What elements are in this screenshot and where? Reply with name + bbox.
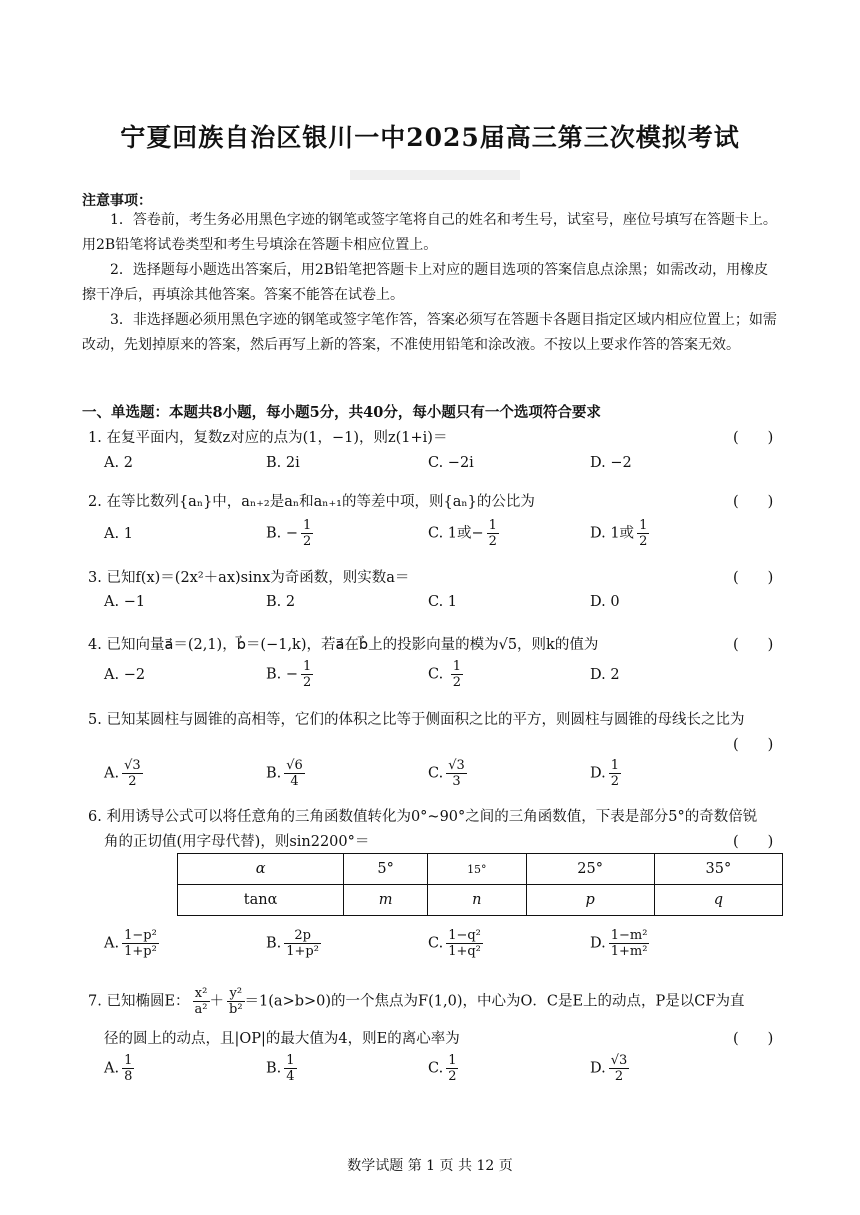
q2-option-d: D. 1或 $\frac{1}{2}$ [590,518,648,549]
table-cell: α [178,854,344,885]
answer-paren: ( ) [733,834,774,850]
answer-paren: ( ) [733,737,774,753]
question-7-stem-line2: 径的圆上的动点，且|OP|的最大值为4，则E的离心率为 [104,1031,460,1047]
table-cell: 35° [654,854,782,885]
q4-option-a: A. −2 [104,667,146,683]
q2-option-c: C. 1或− $\frac{1}{2}$ [428,518,497,549]
faint-watermark [350,170,520,180]
table-row [178,854,783,885]
table-cell: tanα [178,885,344,916]
question-3-stem: 3. 已知f(x)＝(2x²＋ax)sinx为奇函数，则实数a＝ [88,570,410,586]
page-footer: 数学试题 第 1 页 共 12 页 [347,1158,513,1174]
question-1-stem: 1. 在复平面内，复数z对应的点为(1，−1)，则z(1+i)＝ [88,430,448,446]
q3-option-b: B. 2 [266,594,296,610]
q7-option-b: B. $\frac{1}{4}$ [266,1053,295,1084]
question-4-stem: 4. 已知向量a⃗＝(2,1)，b⃗＝(−1,k)，若a⃗在b⃗上的投影向量的模为√5，则k的值为 [88,637,599,653]
table-cell: p [526,885,654,916]
table-cell: q [654,885,782,916]
q7-option-c: C. $\frac{1}{2}$ [428,1053,457,1084]
notice-item-3: 3．非选择题必须用黑色字迹的钢笔或签字笔作答，答案必须写在答题卡各题目指定区域内相应位置上；如需改动，先划掉原来的答案，然后再写上新的答案，不准使用铅笔和涂改液。不按以上要求作答的答案无效。 [82,312,777,353]
q4-option-c: C. $\frac{1}{2}$ [428,659,462,690]
q2-option-a: A. 1 [104,526,133,542]
table-cell: m [344,885,428,916]
question-7-stem-line1: 7. 已知椭圆E： $\frac{\text{x²}}{\text{a²}}$ ＋ $\frac{\text{y²}}{\text{b²}}$ ＝1(a>b>0)的一个焦点为F(1,0)，中心为O．C是E上的动点，P是以CF为直 [88,986,745,1017]
q5-option-a: A. $\frac{√3}{2}$ [104,758,141,789]
q2-option-b: B. − $\frac{1}{2}$ [266,518,312,549]
q6-option-b: B. $\frac{2p}{\text{1+p²}}$ [266,928,319,959]
q6-option-c: C. $\frac{\text{1−q²}}{\text{1+q²}}$ [428,928,481,959]
q7-option-d: D. $\frac{√3}{2}$ [590,1053,628,1084]
q1-option-b: B. 2i [266,455,300,471]
q5-option-d: D. $\frac{1}{2}$ [590,758,619,789]
q1-option-d: D. −2 [590,455,632,471]
q4-option-b: B. − $\frac{1}{2}$ [266,659,312,690]
q3-option-c: C. 1 [428,594,458,610]
section-heading: 一、单选题：本题共8小题，每小题5分，共40分，每小题只有一个选项符合要求 [82,404,601,421]
answer-paren: ( ) [733,1031,774,1047]
q5-option-b: B. $\frac{√6}{4}$ [266,758,303,789]
notice-item-2: 2．选择题每小题选出答案后，用2B铅笔把答题卡上对应的题目选项的答案信息点涂黑；如需改动，用橡皮擦干净后，再填涂其他答案。答案不能答在试卷上。 [82,262,769,303]
question-6-stem-line2: 角的正切值(用字母代替)，则sin2200°＝ [104,834,370,850]
answer-paren: ( ) [733,637,774,653]
answer-paren: ( ) [733,430,774,446]
q5-option-c: C. $\frac{√3}{3}$ [428,758,465,789]
q1-option-c: C. −2i [428,455,474,471]
notice-item-1: 1．答卷前，考生务必用黑色字迹的钢笔或签字笔将自己的姓名和考生号，试室号，座位号填写在答题卡上。用2B铅笔将试卷类型和考生号填涂在答题卡相应位置上。 [82,212,777,253]
notice-heading: 注意事项： [82,193,152,209]
q6-option-d: D. $\frac{\text{1−m²}}{\text{1+m²}}$ [590,928,648,959]
question-2-stem: 2. 在等比数列{aₙ}中，aₙ₊₂是aₙ和aₙ₊₁的等差中项，则{aₙ}的公比为 [88,494,535,510]
answer-paren: ( ) [733,494,774,510]
table-row [178,885,783,916]
answer-paren: ( ) [733,570,774,586]
q6-option-a: A. $\frac{\text{1−p²}}{\text{1+p²}}$ [104,928,157,959]
question-6-stem-line1: 6. 利用诱导公式可以将任意角的三角函数值转化为0°~90°之间的三角函数值，下表是部分5°的奇数倍锐 [88,809,758,825]
table-cell: 5° [344,854,428,885]
q4-option-d: D. 2 [590,667,620,683]
q3-option-d: D. 0 [590,594,620,610]
question-5-stem: 5. 已知某圆柱与圆锥的高相等，它们的体积之比等于侧面积之比的平方，则圆柱与圆锥的母线长之比为 [88,712,745,728]
q1-option-a: A. 2 [104,455,133,471]
table-cell: 15° [428,854,526,885]
table-cell: n [428,885,526,916]
tangent-table [177,853,783,916]
q7-option-a: A. $\frac{1}{8}$ [104,1053,133,1084]
page-title: 宁夏回族自治区银川一中2025届高三第三次模拟考试 [120,123,740,152]
q3-option-a: A. −1 [104,594,146,610]
table-cell: 25° [526,854,654,885]
